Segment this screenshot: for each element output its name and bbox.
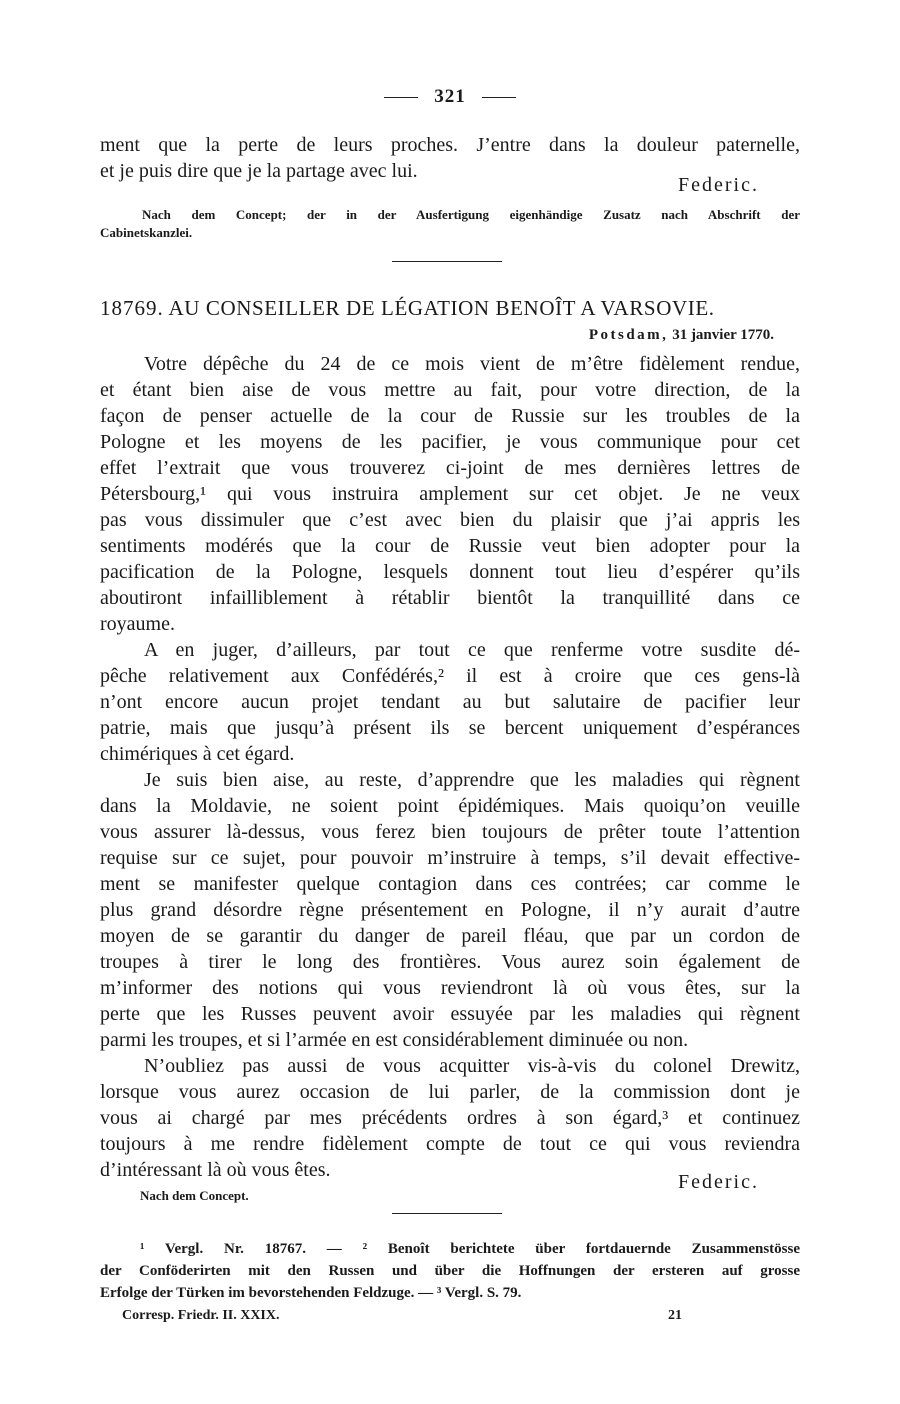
note-line: Cabinetskanzlei. [100, 225, 193, 240]
document-number: 18769. [100, 296, 164, 320]
text-line: d’intéressant là où vous êtes. [100, 1159, 331, 1181]
text-line: et je puis dire que je la partage avec lui. [100, 160, 418, 182]
text-line: ment que la perte de leurs proches. J’entre dans la douleur paternelle, [100, 134, 800, 156]
text-line: vous ai chargé par mes précédents ordres à son égard,³ et continuez [100, 1107, 800, 1129]
text-line: plus grand désordre règne présentement en Pologne, il n’y aurait d’autre [100, 899, 800, 921]
text-line: dans la Moldavie, ne soient point épidémiques. Mais quoiqu’on veuille [100, 795, 800, 817]
text-line: façon de penser actuelle de la cour de Russie sur les troubles de la [100, 405, 800, 427]
text-line: parmi les troupes, et si l’armée en est considérablement diminuée ou non. [100, 1029, 689, 1051]
footnote-divider [392, 1213, 502, 1214]
document-heading [100, 296, 800, 321]
text-line: ment se manifester quelque contagion dans ces contrées; car comme le [100, 873, 800, 895]
signature-mark: 21 [668, 1308, 682, 1323]
text-line: m’informer des notions qui vous reviendront là où vous êtes, sur la [100, 977, 800, 999]
page-number: 321 [434, 86, 466, 107]
text-line: Pétersbourg,¹ qui vous instruira amplement sur cet objet. Je ne veux [100, 483, 800, 505]
text-line: perte que les Russes peuvent avoir essuyée par les maladies qui règnent [100, 1003, 800, 1025]
text-line: aboutiront infailliblement à rétablir bientôt la tranquillité dans ce [100, 587, 800, 609]
document-title: AU CONSEILLER DE LÉGATION BENOÎT A VARSOVIE. [168, 296, 715, 320]
source-note [100, 206, 800, 242]
text-line: toujours à me rendre fidèlement compte de tout ce qui vous reviendra [100, 1133, 800, 1155]
text-line: chimériques à cet égard. [100, 743, 295, 765]
text-line: patrie, mais que jusqu’à présent ils se bercent uniquement d’espérances [100, 717, 800, 739]
text-line: pêche relativement aux Confédérés,² il est à croire que ces gens-là [100, 665, 800, 687]
signature-federic: Federic. [678, 174, 759, 196]
text-line: requise sur ce sujet, pour pouvoir m’instruire à temps, s’il devait effective- [100, 847, 800, 869]
footer-citation: Corresp. Friedr. II. XXIX. [122, 1308, 280, 1323]
text-line: Votre dépêche du 24 de ce mois vient de m’être fidèlement rendue, [144, 353, 800, 375]
text-line: N’oubliez pas aussi de vous acquitter vis-à-vis du colonel Drewitz, [144, 1055, 800, 1077]
signature-federic: Federic. [678, 1171, 759, 1193]
text-line: pacification de la Pologne, lesquels donnent tout lieu d’espérer qu’ils [100, 561, 800, 583]
text-line: et étant bien aise de vous mettre au fait, pour votre direction, de la [100, 379, 800, 401]
text-line: Je suis bien aise, au reste, d’apprendre que les maladies qui règnent [144, 769, 800, 791]
text-line: moyen de se garantir du danger de pareil fléau, que par un cordon de [100, 925, 800, 947]
note-line: Nach dem Concept; der in der Ausfertigung eigenhändige Zusatz nach Abschrift der [142, 207, 800, 222]
text-line: Pologne et les moyens de les pacifier, je vous communique pour cet [100, 431, 800, 453]
letter-paragraph-1 [100, 351, 800, 637]
footnote-line: Erfolge der Türken im bevorstehenden Feldzuge. — ³ Vergl. S. 79. [100, 1285, 522, 1301]
letter-paragraph-3 [100, 767, 800, 1053]
text-line: troupes à tirer le long des frontières. Vous aurez soin également de [100, 951, 800, 973]
letter-paragraph-2 [100, 637, 800, 767]
text-line: vous assurer là-dessus, vous ferez bien toujours de prêter toute l’attention [100, 821, 800, 843]
footnote-line: der Conföderirten mit den Russen und über die Hoffnungen der ersteren auf grosse [100, 1263, 800, 1279]
text-line: royaume. [100, 613, 175, 635]
footnotes [100, 1238, 800, 1304]
text-line: pas vous dissimuler que c’est avec bien du plaisir que j’ai appris les [100, 509, 800, 531]
source-note: Nach dem Concept. [140, 1188, 249, 1203]
section-divider [392, 261, 502, 262]
text-line: n’ont encore aucun projet tendant au but salutaire de pacifier leur [100, 691, 800, 713]
page-header [0, 86, 900, 108]
letter-paragraph-4 [100, 1053, 800, 1183]
text-line: A en juger, d’ailleurs, par tout ce que renferme votre susdite dé- [144, 639, 800, 661]
date: 31 janvier 1770. [672, 327, 774, 343]
footnote-line: ¹ Vergl. Nr. 18767. — ² Benoît berichtete über fortdauernde Zusammenstösse [140, 1241, 800, 1257]
text-line: lorsque vous aurez occasion de lui parler, de la commission dont je [100, 1081, 800, 1103]
header-dash-left [384, 97, 418, 98]
page-footer [122, 1308, 692, 1324]
text-line: effet l’extrait que vous trouverez ci-joint de mes dernières lettres de [100, 457, 800, 479]
place: Potsdam, [588, 327, 669, 343]
place-date [589, 327, 774, 344]
text-line: sentiments modérés que la cour de Russie veut bien adopter pour la [100, 535, 800, 557]
header-dash-right [482, 97, 516, 98]
